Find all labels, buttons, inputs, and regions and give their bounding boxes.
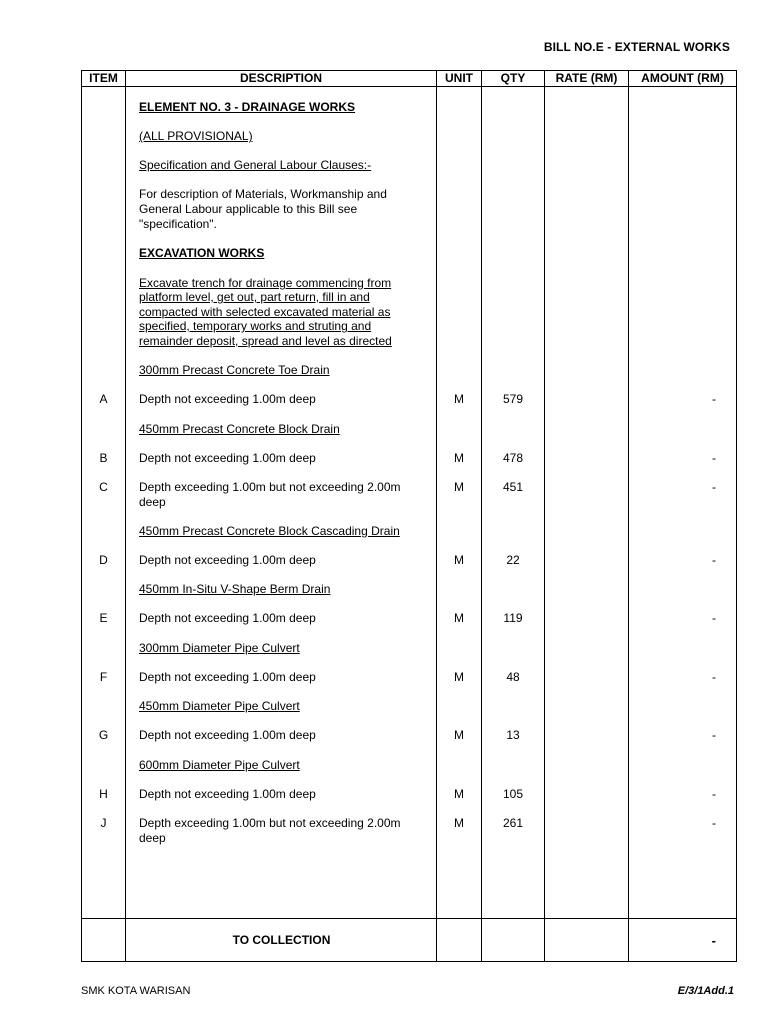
item-qty: 579	[502, 392, 524, 406]
bill-of-quantities-table	[81, 70, 737, 962]
item-amount: -	[712, 392, 716, 406]
bill-title: BILL NO.E - EXTERNAL WORKS	[543, 40, 730, 54]
column-header-qty: QTY	[500, 71, 526, 85]
item-unit: M	[454, 553, 464, 567]
item-description-continued: deep	[139, 495, 166, 509]
item-code: J	[100, 816, 107, 830]
item-unit: M	[454, 392, 464, 406]
element-title: ELEMENT NO. 3 - DRAINAGE WORKS	[139, 100, 356, 114]
item-code: D	[99, 553, 108, 567]
item-amount: -	[712, 611, 716, 625]
excavation-heading: EXCAVATION WORKS	[139, 246, 265, 260]
section-heading: 300mm Precast Concrete Toe Drain	[139, 363, 330, 377]
item-qty: 478	[502, 451, 524, 465]
item-qty: 48	[506, 670, 520, 684]
section-heading: 300mm Diameter Pipe Culvert	[139, 641, 300, 655]
to-collection-label: TO COLLECTION	[232, 933, 331, 947]
item-unit: M	[454, 787, 464, 801]
excavation-text-line: specified, temporary works and struting and	[139, 319, 372, 333]
excavation-text-line: Excavate trench for drainage commencing from	[139, 276, 392, 290]
item-code: B	[99, 451, 108, 465]
item-unit: M	[454, 816, 464, 830]
column-header-unit: UNIT	[445, 71, 473, 85]
item-description: Depth not exceeding 1.00m deep	[139, 611, 316, 625]
provisional-note: (ALL PROVISIONAL)	[139, 129, 253, 143]
column-header-item: ITEM	[89, 71, 118, 85]
item-qty: 119	[503, 611, 523, 625]
item-amount: -	[712, 553, 716, 567]
column-divider	[544, 71, 545, 961]
section-heading: 450mm Diameter Pipe Culvert	[139, 699, 300, 713]
column-header-amount: AMOUNT (RM)	[641, 71, 724, 85]
item-description: Depth not exceeding 1.00m deep	[139, 670, 316, 684]
item-code: C	[99, 480, 108, 494]
item-description: Depth not exceeding 1.00m deep	[139, 787, 316, 801]
column-divider	[628, 71, 629, 961]
item-qty: 105	[502, 787, 524, 801]
collection-row-divider	[82, 918, 736, 919]
section-heading: 450mm In-Situ V-Shape Berm Drain	[139, 582, 331, 596]
section-heading: 450mm Precast Concrete Block Drain	[139, 422, 340, 436]
column-header-description: DESCRIPTION	[239, 71, 322, 85]
item-amount: -	[712, 480, 716, 494]
spec-text-line: "specification".	[139, 217, 217, 231]
item-description-continued: deep	[139, 831, 166, 845]
item-code: G	[98, 728, 109, 742]
excavation-text-line: platform level, get out, part return, fill in and	[139, 290, 370, 304]
item-amount: -	[712, 451, 716, 465]
footer-school-name: SMK KOTA WARISAN	[81, 985, 191, 997]
section-heading: 600mm Diameter Pipe Culvert	[139, 758, 300, 772]
item-qty: 451	[502, 480, 524, 494]
item-description: Depth not exceeding 1.00m deep	[139, 728, 316, 742]
item-qty: 22	[506, 553, 520, 567]
item-qty: 13	[506, 728, 520, 742]
item-code: H	[99, 787, 108, 801]
section-heading: 450mm Precast Concrete Block Cascading Drain	[139, 524, 400, 538]
item-unit: M	[454, 611, 464, 625]
item-unit: M	[454, 451, 464, 465]
excavation-text-line: compacted with selected excavated material as	[139, 305, 391, 319]
item-amount: -	[712, 670, 716, 684]
item-description: Depth not exceeding 1.00m deep	[139, 392, 316, 406]
item-unit: M	[454, 480, 464, 494]
item-description: Depth not exceeding 1.00m deep	[139, 451, 316, 465]
excavation-text-line: remainder deposit, spread and level as directed	[139, 334, 392, 348]
column-header-rate: RATE (RM)	[555, 71, 618, 85]
item-amount: -	[712, 816, 716, 830]
item-description: Depth exceeding 1.00m but not exceeding 2.00m	[139, 480, 401, 494]
to-collection-amount: -	[711, 933, 716, 948]
spec-text-line: General Labour applicable to this Bill see	[139, 202, 358, 216]
spec-text-line: For description of Materials, Workmanship and	[139, 187, 387, 201]
spec-heading: Specification and General Labour Clauses:-	[139, 158, 372, 172]
item-code: A	[99, 392, 108, 406]
item-code: F	[99, 670, 108, 684]
item-description: Depth exceeding 1.00m but not exceeding 2.00m	[139, 816, 401, 830]
item-description: Depth not exceeding 1.00m deep	[139, 553, 316, 567]
column-divider	[125, 71, 126, 961]
item-unit: M	[454, 670, 464, 684]
item-unit: M	[454, 728, 464, 742]
item-amount: -	[712, 728, 716, 742]
item-amount: -	[712, 787, 716, 801]
item-code: E	[99, 611, 108, 625]
item-qty: 261	[502, 816, 524, 830]
footer-page-reference: E/3/1Add.1	[677, 985, 734, 997]
